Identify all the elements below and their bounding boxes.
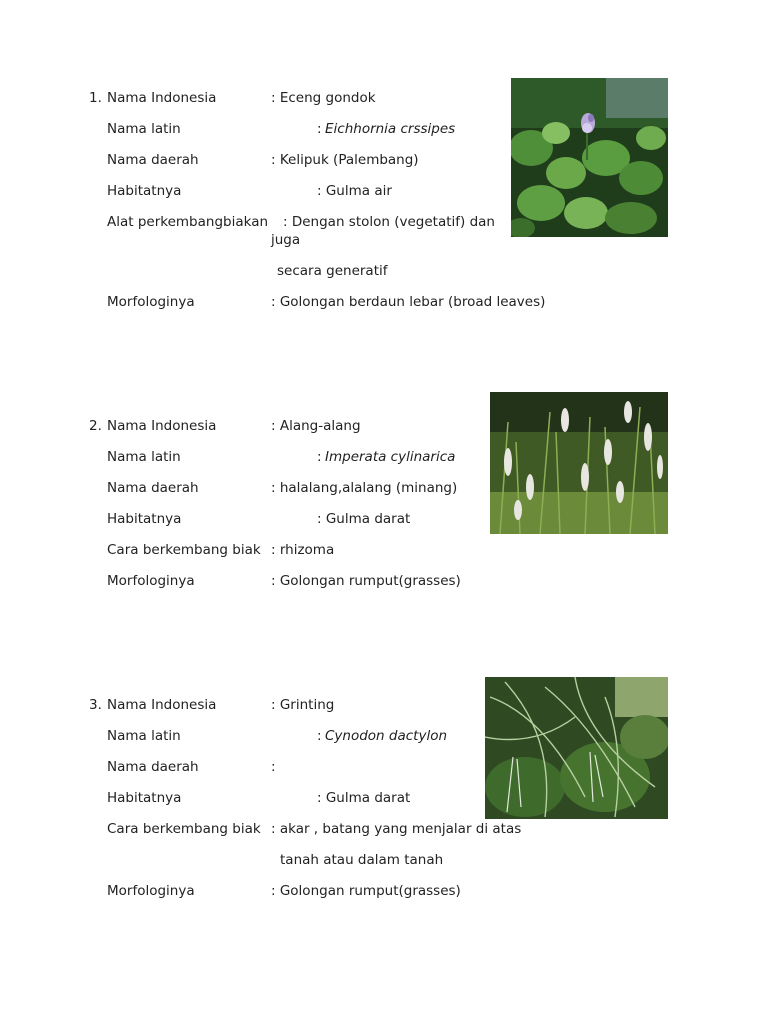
nama-latin-colon: : bbox=[317, 728, 322, 744]
entry-number: 1. bbox=[89, 90, 102, 106]
nama-latin-value: Cynodon dactylon bbox=[325, 728, 448, 744]
nama-daerah-label: Nama daerah bbox=[107, 759, 199, 775]
morfologi-value: : Golongan rumput(grasses) bbox=[271, 883, 461, 899]
habitat-label: Habitatnya bbox=[107, 511, 182, 527]
nama-daerah-label: Nama daerah bbox=[107, 480, 199, 496]
habitat-value: : Gulma darat bbox=[317, 511, 411, 527]
nama-indonesia-value: : Grinting bbox=[271, 697, 335, 713]
repro-value-3: secara generatif bbox=[277, 263, 388, 279]
nama-indonesia-label: Nama Indonesia bbox=[107, 697, 217, 713]
morfologi-label: Morfologinya bbox=[107, 573, 195, 589]
alang-alang-photo bbox=[490, 392, 668, 534]
nama-indonesia-label: Nama Indonesia bbox=[107, 418, 217, 434]
repro-value-1: : akar , batang yang menjalar di atas bbox=[271, 821, 522, 837]
nama-latin-label: Nama latin bbox=[107, 121, 181, 137]
habitat-label: Habitatnya bbox=[107, 183, 182, 199]
nama-latin-value: Imperata cylinarica bbox=[325, 449, 456, 465]
water-hyacinth-photo bbox=[511, 78, 668, 237]
nama-indonesia-value: : Alang-alang bbox=[271, 418, 361, 434]
repro-label: Cara berkembang biak bbox=[107, 821, 261, 837]
habitat-value: : Gulma air bbox=[317, 183, 392, 199]
nama-latin-label: Nama latin bbox=[107, 728, 181, 744]
repro-value-1: : Dengan stolon (vegetatif) dan bbox=[283, 214, 495, 230]
nama-daerah-label: Nama daerah bbox=[107, 152, 199, 168]
nama-latin-colon: : bbox=[317, 121, 322, 137]
repro-value-2: juga bbox=[271, 232, 301, 248]
grinting-photo bbox=[485, 677, 668, 819]
repro-label: Cara berkembang biak bbox=[107, 542, 261, 558]
repro-value-2: tanah atau dalam tanah bbox=[280, 852, 444, 868]
entry-number: 2. bbox=[89, 418, 102, 434]
nama-indonesia-value: : Eceng gondok bbox=[271, 90, 376, 106]
nama-indonesia-label: Nama Indonesia bbox=[107, 90, 217, 106]
morfologi-label: Morfologinya bbox=[107, 883, 195, 899]
morfologi-value: : Golongan rumput(grasses) bbox=[271, 573, 461, 589]
nama-daerah-value: : bbox=[271, 759, 276, 775]
habitat-label: Habitatnya bbox=[107, 790, 182, 806]
repro-label: Alat perkembangbiakan bbox=[107, 214, 269, 230]
morfologi-label: Morfologinya bbox=[107, 294, 195, 310]
habitat-value: : Gulma darat bbox=[317, 790, 411, 806]
repro-value-1: : rhizoma bbox=[271, 542, 335, 558]
nama-daerah-value: : halalang,alalang (minang) bbox=[271, 480, 458, 496]
nama-latin-value: Eichhornia crssipes bbox=[325, 121, 456, 137]
nama-latin-label: Nama latin bbox=[107, 449, 181, 465]
morfologi-value: : Golongan berdaun lebar (broad leaves) bbox=[271, 294, 546, 310]
nama-latin-colon: : bbox=[317, 449, 322, 465]
entry-number: 3. bbox=[89, 697, 102, 713]
nama-daerah-value: : Kelipuk (Palembang) bbox=[271, 152, 419, 168]
